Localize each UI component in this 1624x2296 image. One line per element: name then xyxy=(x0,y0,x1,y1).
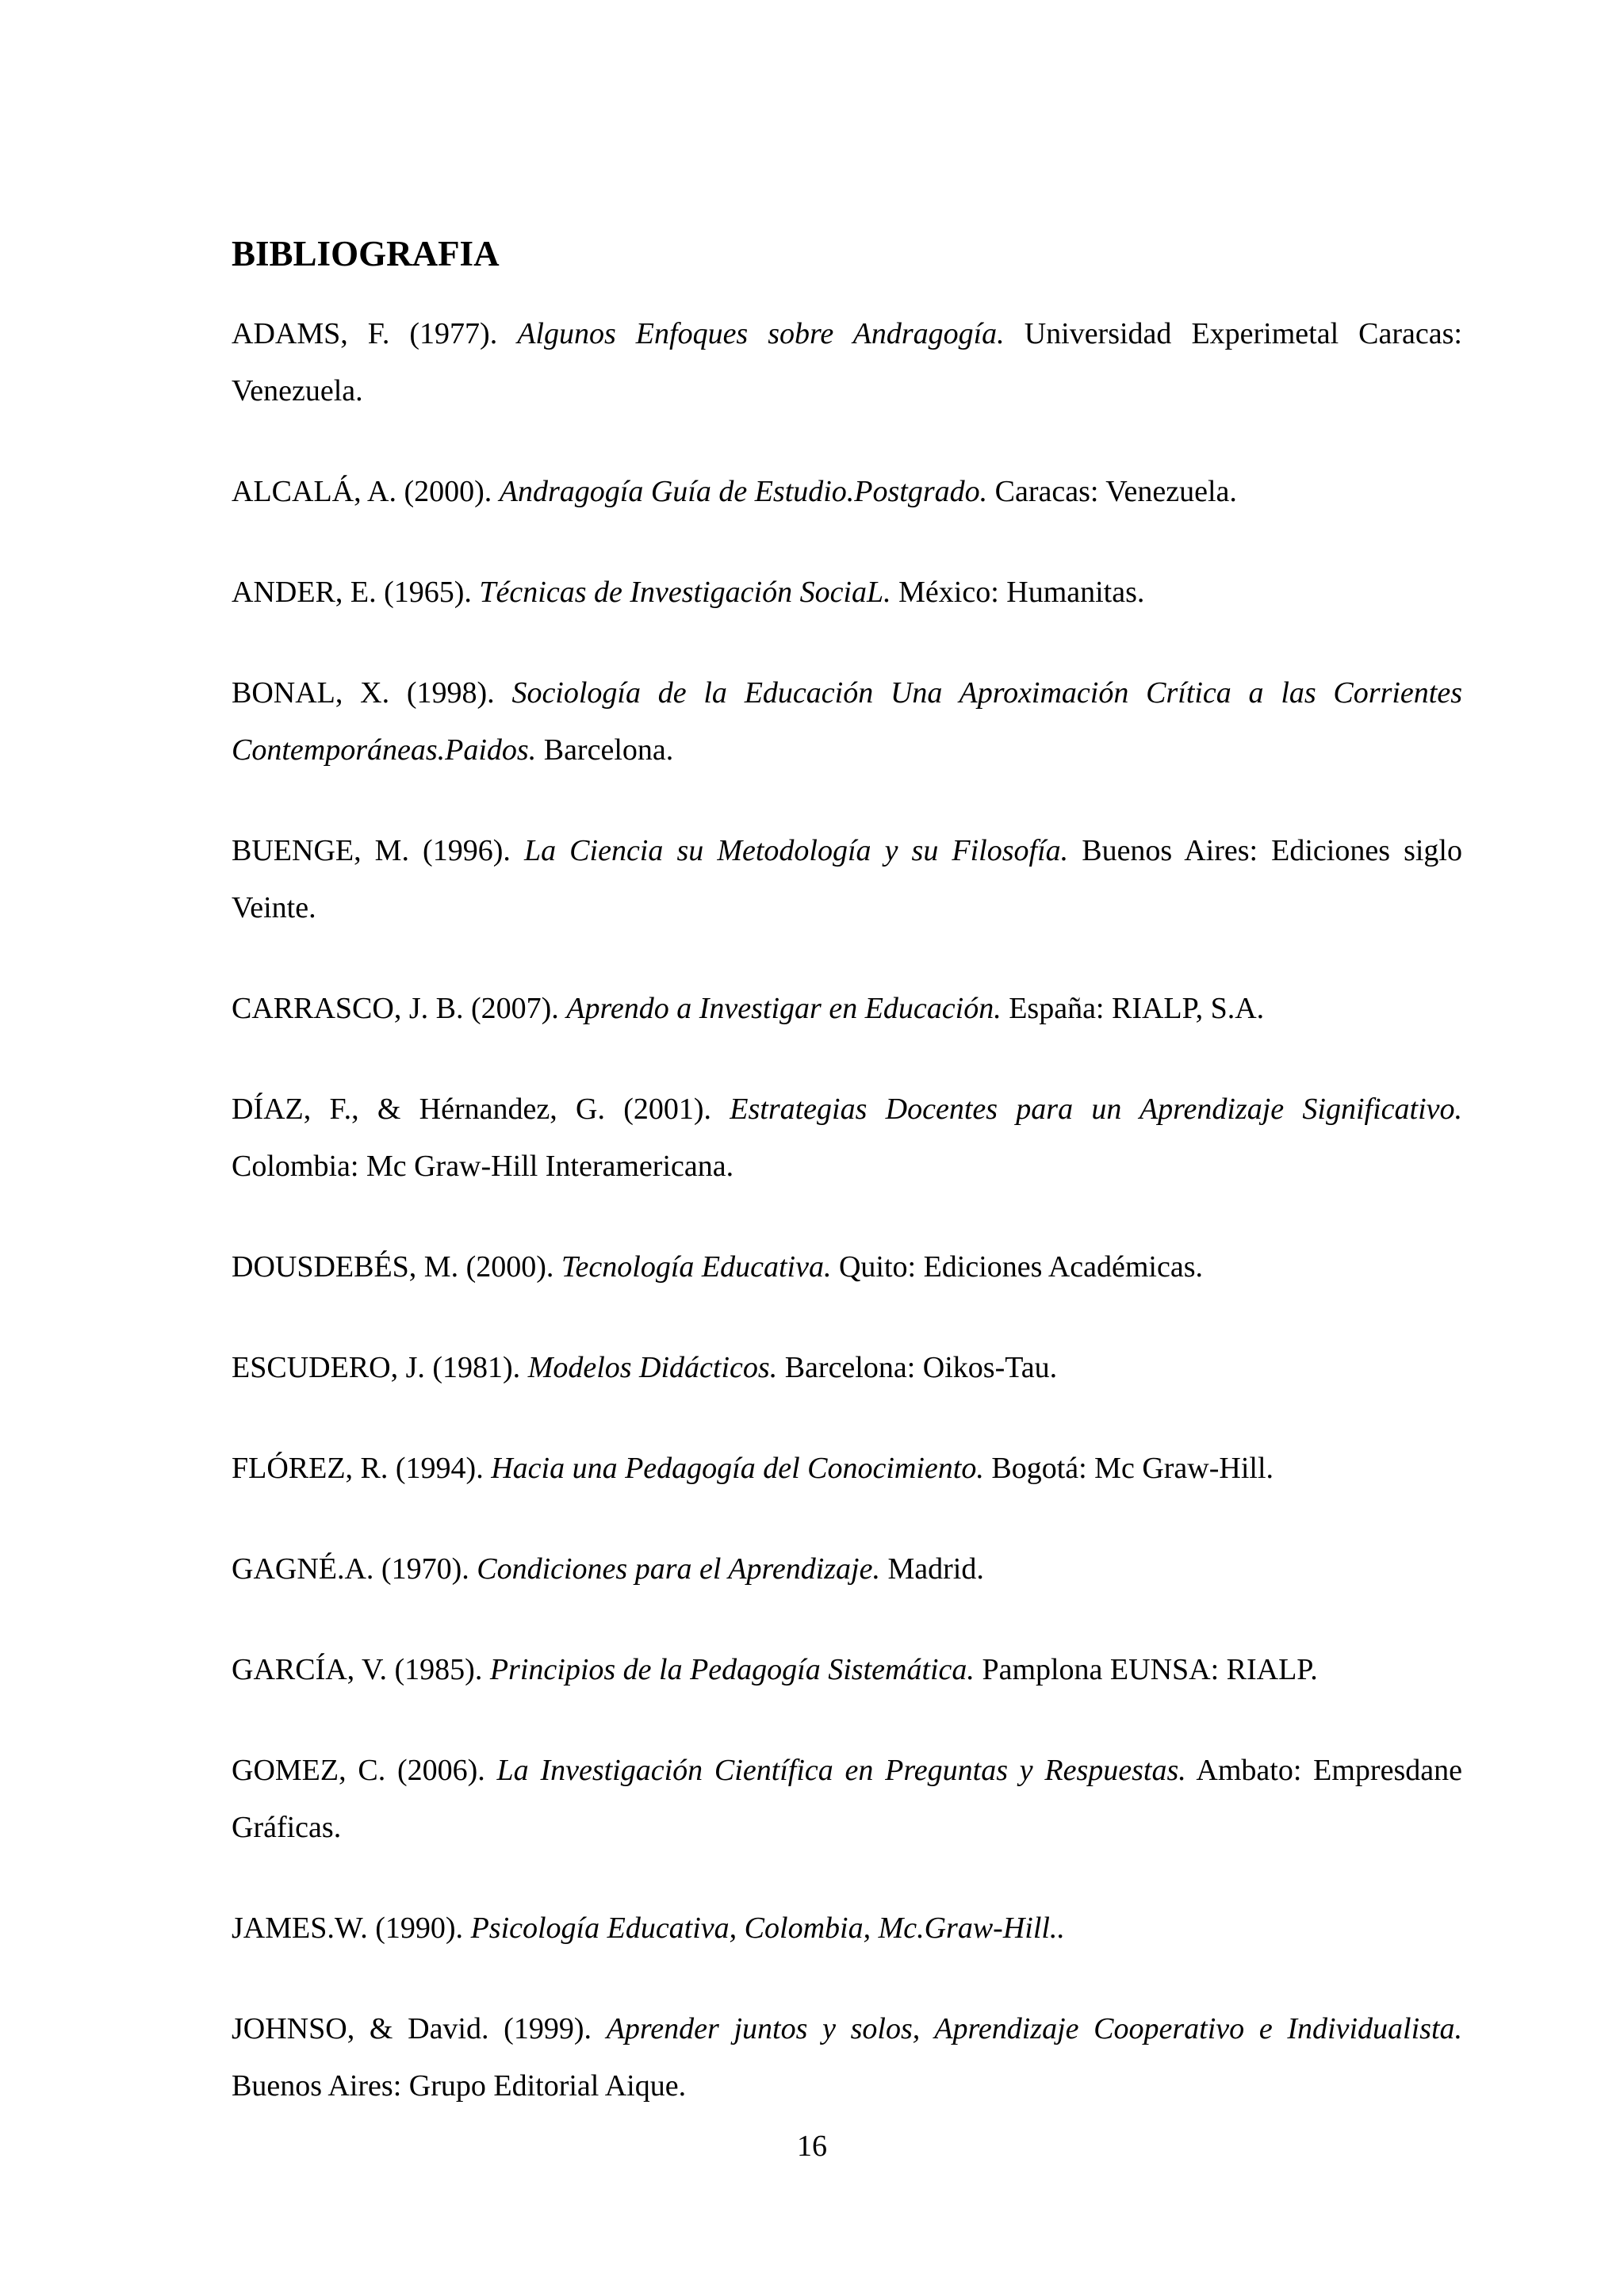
bibliography-entry-johnso xyxy=(232,2000,1462,2114)
entry-author-year: ANDER, E. (1965). xyxy=(232,576,480,609)
entry-publisher: Pamplona EUNSA: RIALP. xyxy=(974,1653,1318,1686)
bibliography-entry-escudero xyxy=(232,1339,1462,1396)
bibliography-entry-gomez xyxy=(232,1742,1462,1856)
entry-publisher: Barcelona: Oikos-Tau. xyxy=(777,1351,1058,1384)
bibliography-entry-carrasco xyxy=(232,980,1462,1037)
entry-publisher: Caracas: Venezuela. xyxy=(987,475,1237,508)
entry-author-year: BUENGE, M. (1996). xyxy=(232,834,524,867)
entry-author-year: GOMEZ, C. (2006). xyxy=(232,1754,497,1787)
entry-title: Aprendo a Investigar en Educación. xyxy=(566,992,1002,1025)
bibliography-entry-gagne xyxy=(232,1540,1462,1598)
entry-title: Hacia una Pedagogía del Conocimiento. xyxy=(491,1452,984,1485)
entry-title: Aprender juntos y solos, Aprendizaje Cooperativo e Individualista. xyxy=(606,2012,1462,2045)
bibliography-entry-alcala xyxy=(232,463,1462,520)
bibliography-entry-bonal xyxy=(232,664,1462,779)
entry-title: La Ciencia su Metodología y su Filosofía. xyxy=(523,834,1069,867)
entry-author-year: JOHNSO, & David. (1999). xyxy=(232,2012,607,2045)
entry-publisher: Universidad Experimetal Caracas: Venezuela. xyxy=(232,317,1462,408)
entry-title: Sociología de la Educación Una Aproximación Crítica a las Corrientes Contemporáneas.Paidos. xyxy=(232,676,1462,767)
entry-title: Algunos Enfoques sobre Andragogía. xyxy=(517,317,1005,350)
bibliography-list xyxy=(232,305,1462,2158)
entry-publisher: México: Humanitas. xyxy=(891,576,1145,609)
entry-author-year: DÍAZ, F., & Hérnandez, G. (2001). xyxy=(232,1093,730,1126)
entry-publisher: Quito: Ediciones Académicas. xyxy=(831,1250,1204,1284)
bibliography-entry-adams xyxy=(232,305,1462,419)
bibliography-entry-ander xyxy=(232,564,1462,621)
bibliography-entry-dousdebes xyxy=(232,1238,1462,1295)
entry-title: Andragogía Guía de Estudio.Postgrado. xyxy=(499,475,988,508)
entry-title: Tecnología Educativa. xyxy=(561,1250,832,1284)
entry-title: Estrategias Docentes para un Aprendizaje Significativo. xyxy=(730,1093,1462,1126)
entry-author-year: ADAMS, F. (1977). xyxy=(232,317,518,350)
bibliography-entry-diaz xyxy=(232,1081,1462,1195)
entry-title: Modelos Didácticos. xyxy=(527,1351,778,1384)
entry-publisher: Madrid. xyxy=(879,1552,984,1586)
bibliography-entry-florez xyxy=(232,1440,1462,1497)
entry-author-year: JAMES.W. (1990). xyxy=(232,1911,471,1945)
bibliography-entry-james xyxy=(232,1900,1462,1957)
bibliography-entry-garcia xyxy=(232,1641,1462,1698)
entry-publisher: Colombia: Mc Graw-Hill Interamericana. xyxy=(232,1150,734,1183)
entry-publisher: Barcelona. xyxy=(536,733,674,767)
entry-publisher: Ambato: Empresdane Gráficas. xyxy=(232,1754,1462,1844)
entry-publisher: Buenos Aires: Grupo Editorial Aique. xyxy=(232,2069,687,2103)
entry-title: Técnicas de Investigación SociaL. xyxy=(479,576,891,609)
entry-publisher: Bogotá: Mc Graw-Hill. xyxy=(983,1452,1274,1485)
entry-author-year: GAGNÉ.A. (1970). xyxy=(232,1552,477,1586)
entry-author-year: ALCALÁ, A. (2000). xyxy=(232,475,500,508)
entry-author-year: GARCÍA, V. (1985). xyxy=(232,1653,490,1686)
entry-author-year: DOUSDEBÉS, M. (2000). xyxy=(232,1250,561,1284)
entry-title: Psicología Educativa, Colombia, Mc.Graw-Hill.. xyxy=(470,1911,1065,1945)
entry-author-year: ESCUDERO, J. (1981). xyxy=(232,1351,528,1384)
entry-title: La Investigación Científica en Preguntas y Respuestas. xyxy=(496,1754,1186,1787)
entry-title: Condiciones para el Aprendizaje. xyxy=(477,1552,880,1586)
page-title: BIBLIOGRAFIA xyxy=(232,234,500,274)
page-number: 16 xyxy=(797,2130,827,2163)
entry-author-year: FLÓREZ, R. (1994). xyxy=(232,1452,492,1485)
entry-author-year: BONAL, X. (1998). xyxy=(232,676,512,710)
bibliography-entry-buenge xyxy=(232,822,1462,936)
entry-author-year: CARRASCO, J. B. (2007). xyxy=(232,992,567,1025)
entry-publisher: España: RIALP, S.A. xyxy=(1001,992,1265,1025)
entry-publisher: Buenos Aires: Ediciones siglo Veinte. xyxy=(232,834,1462,924)
entry-title: Principios de la Pedagogía Sistemática. xyxy=(489,1653,975,1686)
